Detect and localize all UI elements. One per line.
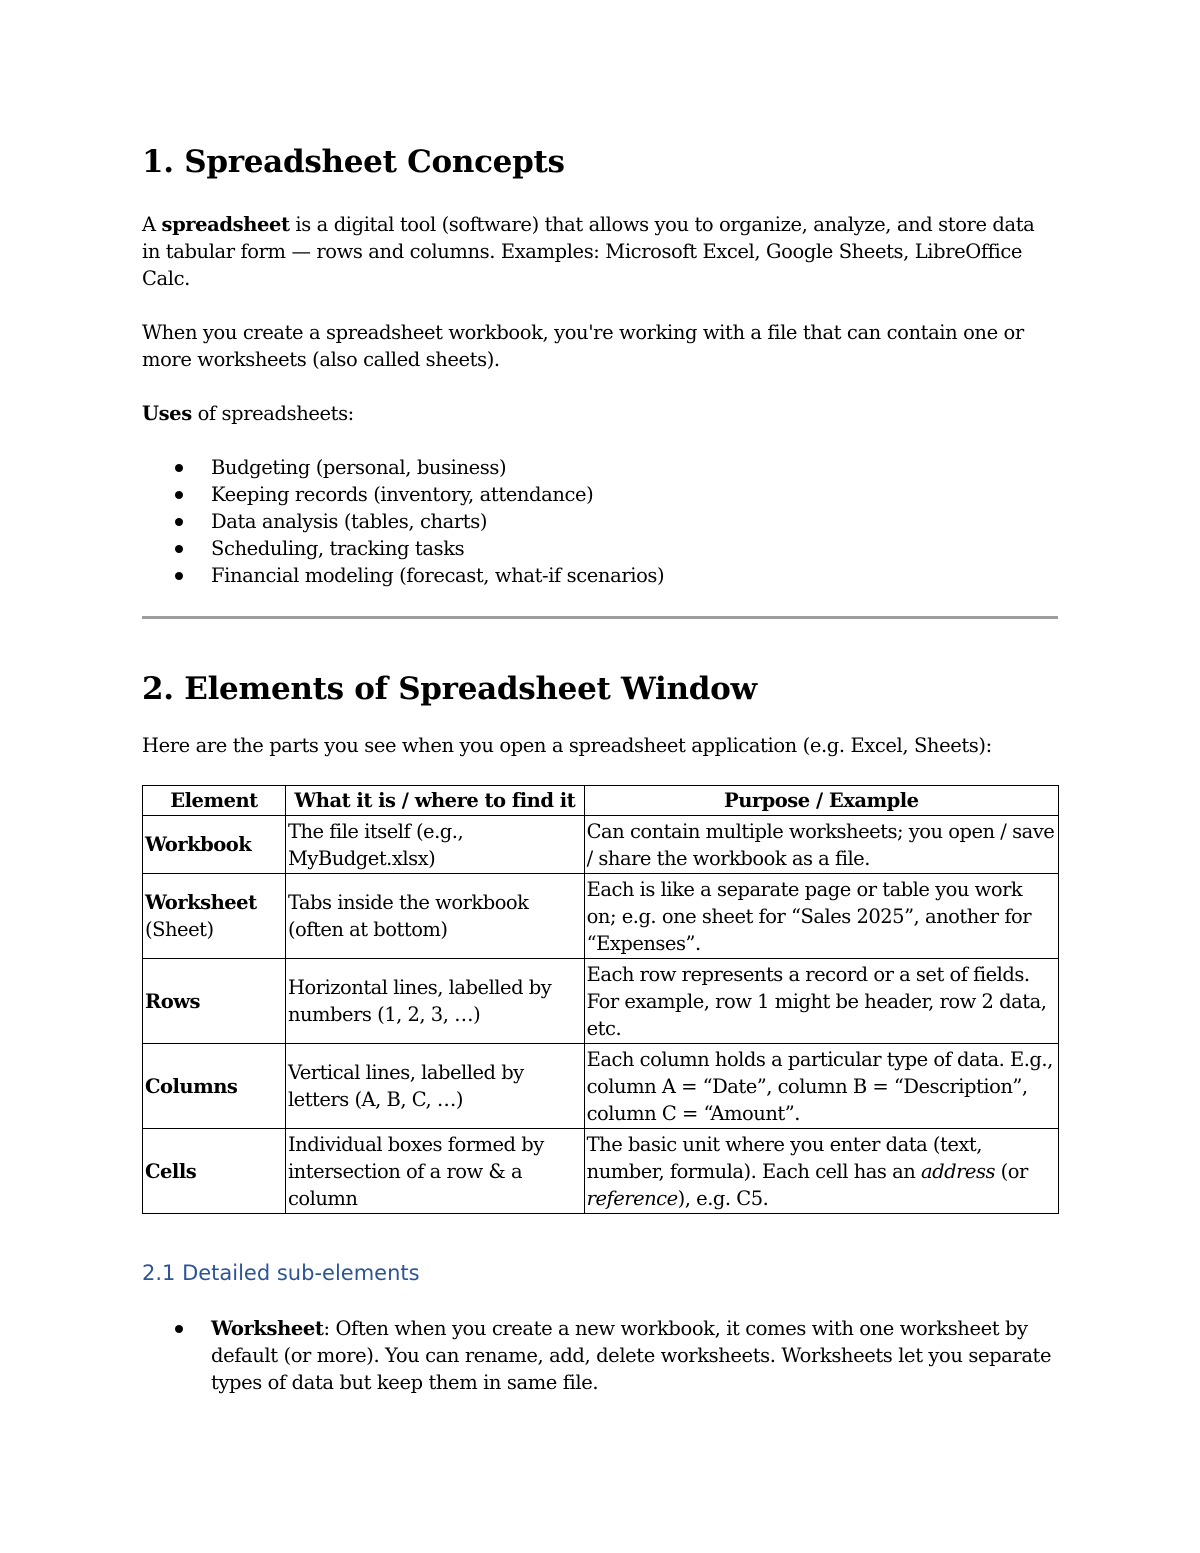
cell-what: Individual boxes formed by intersection of a row & a column [285,1129,584,1214]
table-header-row [143,786,1059,816]
cell-element [143,874,286,959]
para1-suffix: is a digital tool (software) that allows you to organize, analyze, and store data in tabular form — rows and columns. Examples: Microsoft Excel, Google Sheets, LibreOffice Calc. [142,213,1035,290]
cell-purpose [584,1129,1058,1214]
purpose-text: The basic unit where you enter data (text, number, formula). Each cell has an [586,1132,982,1183]
bullet-icon [175,464,183,472]
purpose-emphasis-reference: reference [586,1186,678,1210]
table-row [143,959,1059,1044]
cell-element [143,959,286,1044]
header-purpose: Purpose / Example [584,786,1058,816]
table-row [143,1044,1059,1129]
cell-purpose: Each is like a separate page or table you work on; e.g. one sheet for “Sales 2025”, another for “Expenses”. [584,874,1058,959]
list-item-text: Data analysis (tables, charts) [211,510,488,533]
element-subname: (Sheet) [145,918,214,941]
subelements-list [142,1315,1058,1396]
uses-list [142,454,1058,589]
list-item-text: Keeping records (inventory, attendance) [211,483,594,506]
cell-what: Vertical lines, labelled by letters (A, B, C, …) [285,1044,584,1129]
cell-purpose: Each row represents a record or a set of fields. For example, row 1 might be header, row 2 data, etc. [584,959,1058,1044]
table-row [143,816,1059,874]
list-item [142,1315,1058,1396]
subitem-bold: Worksheet [211,1317,324,1340]
cell-what: Tabs inside the workbook (often at bottom) [285,874,584,959]
element-name: Worksheet [145,891,257,914]
section2-intro: Here are the parts you see when you open a spreadsheet application (e.g. Excel, Sheets): [142,734,992,757]
list-item-text: Scheduling, tracking tasks [211,537,465,560]
cell-element [143,1044,286,1129]
cell-what: Horizontal lines, labelled by numbers (1, 2, 3, …) [285,959,584,1044]
list-item [142,481,1058,508]
bullet-icon [175,491,183,499]
para1-bold-term: spreadsheet [161,213,290,236]
table-row [143,1129,1059,1214]
element-name: Workbook [145,833,252,856]
header-element: Element [143,786,286,816]
uses-heading [142,400,1058,427]
purpose-text: (or [994,1159,1028,1183]
list-item-text: Budgeting (personal, business) [211,456,507,479]
horizontal-divider [142,616,1058,619]
cell-purpose: Can contain multiple worksheets; you open / save / share the workbook as a file. [584,816,1058,874]
cell-what: The file itself (e.g., MyBudget.xlsx) [285,816,584,874]
elements-table [142,785,1059,1214]
document-content [142,140,1058,1396]
list-item [142,508,1058,535]
element-name: Rows [145,989,200,1013]
header-what: What it is / where to find it [285,786,584,816]
list-item [142,562,1058,589]
list-item [142,454,1058,481]
section2-title: 2. Elements of Spreadsheet Window [142,671,757,707]
uses-bold: Uses [142,402,192,425]
bullet-icon [175,1325,183,1333]
element-name: Columns [145,1074,238,1098]
bullet-icon [175,518,183,526]
list-item-text: Financial modeling (forecast, what-if scenarios) [211,564,665,587]
bullet-icon [175,545,183,553]
bullet-icon [175,572,183,580]
cell-element [143,1129,286,1214]
uses-rest: of spreadsheets: [191,402,354,425]
subsection-title: 2.1 Detailed sub-elements [142,1261,420,1285]
table-row [143,874,1059,959]
para1-prefix: A [142,213,162,236]
element-name: Cells [145,1159,197,1183]
cell-purpose: Each column holds a particular type of data. E.g., column A = “Date”, column B = “Description”, column C = “Amount”. [584,1044,1058,1129]
cell-element [143,816,286,874]
list-item [142,535,1058,562]
purpose-emphasis-address: address [921,1159,995,1183]
intro-paragraph [142,211,1058,292]
subitem-text: : Often when you create a new workbook, it comes with one worksheet by default (or more). You can rename, add, delete worksheets. Worksheets let you separate types of data but keep them in same file. [211,1317,1052,1394]
section1-title: 1. Spreadsheet Concepts [142,144,565,180]
purpose-text: ), e.g. C5. [677,1186,769,1210]
workbook-paragraph: When you create a spreadsheet workbook, you're working with a file that can contain one or more worksheets (also called sheets). [142,321,1024,371]
